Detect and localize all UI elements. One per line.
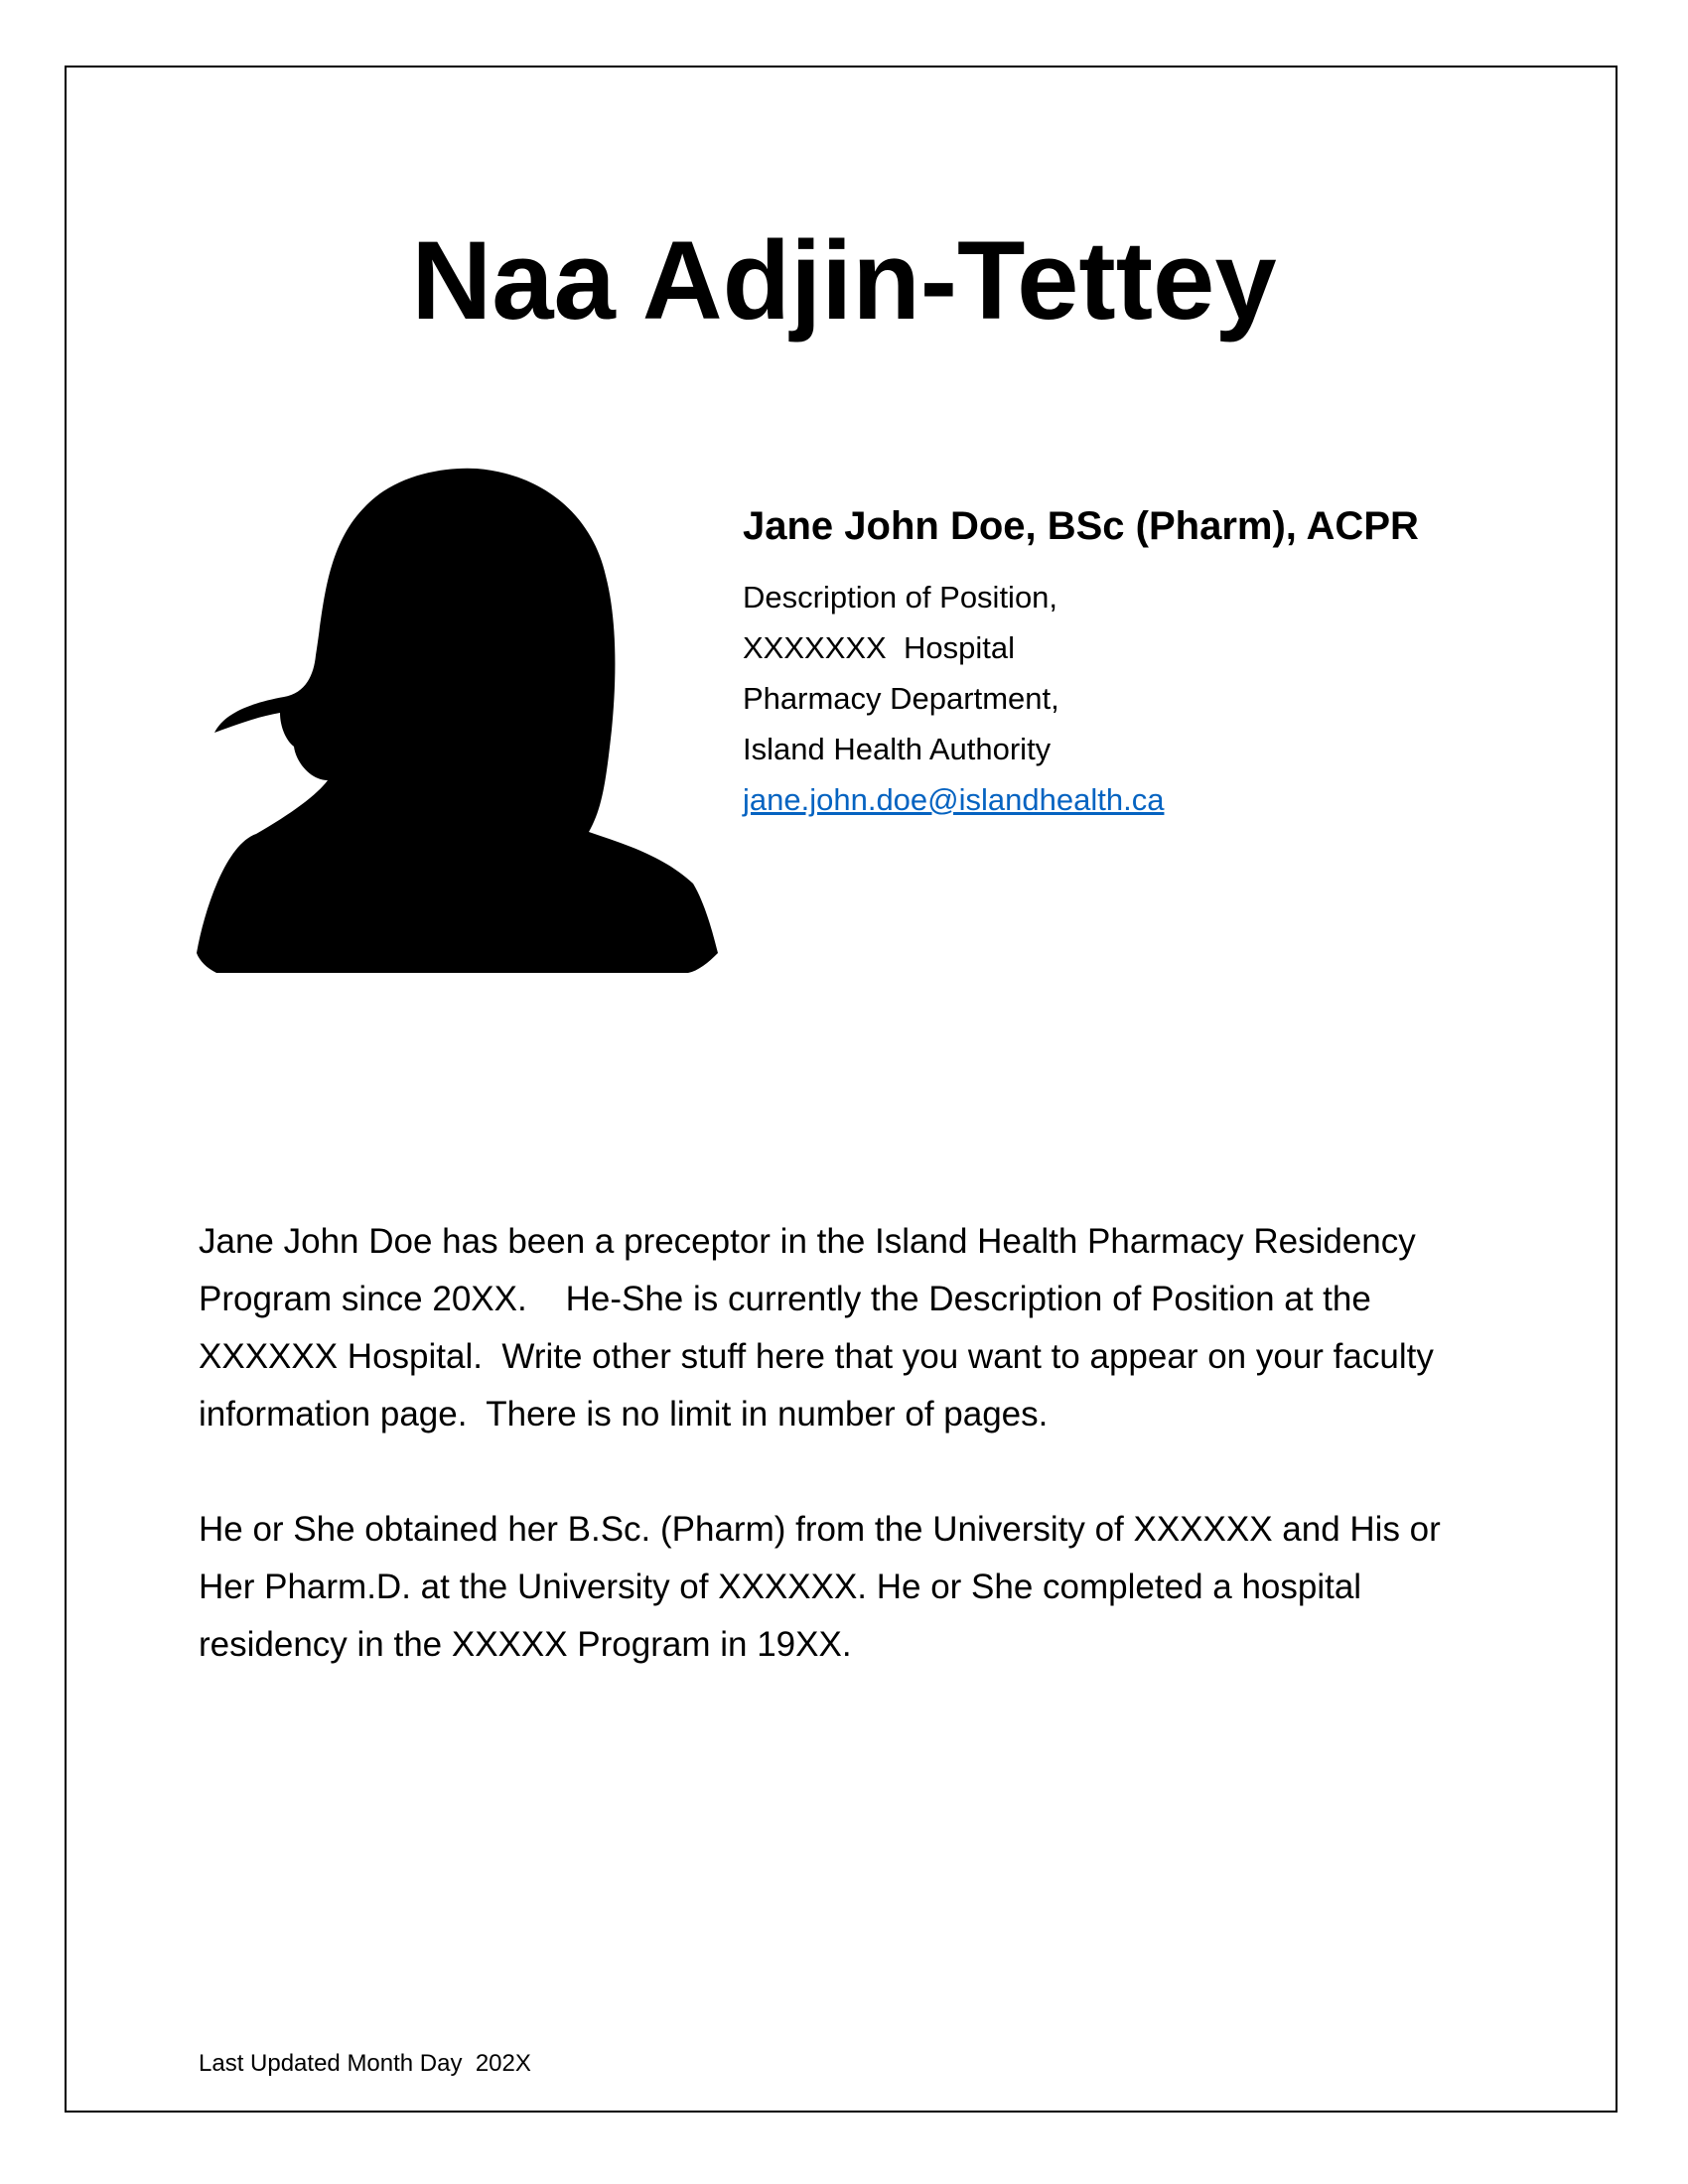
bio-paragraph-preceptor: Jane John Doe has been a preceptor in the Island Health Pharmacy Residency Program since 20XX. He-She is currently the Description of Position at the XXXXXX Hospital. Write other stuff here that you want to appear on your faculty information page. There is no limit in number of pages. <box>199 1222 1444 1433</box>
profile-silhouette-icon <box>197 467 718 973</box>
biography-section <box>199 1213 1499 1731</box>
bio-paragraph-education: He or She obtained her B.Sc. (Pharm) from the University of XXXXXX and His or Her Pharm.D. at the University of XXXXXX. He or She completed a hospital residency in the XXXXX Program in 19XX. <box>199 1510 1451 1664</box>
organization-name: Island Health Authority <box>743 732 1052 766</box>
position-description: Description of Position, <box>743 580 1058 614</box>
hospital-name: XXXXXXX Hospital <box>743 630 1015 665</box>
contact-card <box>743 496 1537 825</box>
email-link[interactable]: jane.john.doe@islandhealth.ca <box>743 782 1165 817</box>
last-updated-note: Last Updated Month Day 202X <box>199 2050 531 2077</box>
preceptor-name: Jane John Doe, BSc (Pharm), ACPR <box>743 504 1419 548</box>
page-border <box>65 66 1618 2113</box>
page-title: Naa Adjin-Tettey <box>411 218 1277 342</box>
department-name: Pharmacy Department, <box>743 681 1059 716</box>
